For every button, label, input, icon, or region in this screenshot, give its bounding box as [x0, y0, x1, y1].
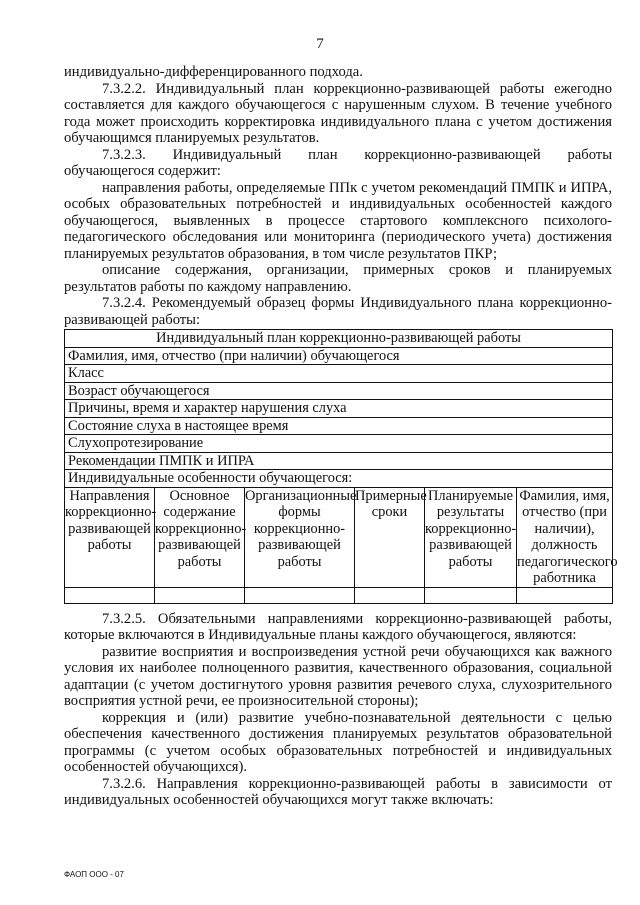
- empty-cell: [355, 587, 425, 603]
- column-header: Планируемые результаты коррекционно-развивающей работы: [425, 487, 517, 587]
- empty-cell: [155, 587, 245, 603]
- empty-cell: [425, 587, 517, 603]
- paragraph: коррекция и (или) развитие учебно-познавательной деятельности с целью обеспечения качественного достижения планируемых результатов образовательной программы (с учетом особых образовательных потребностей и индивидуальных особенностей обучающихся).: [64, 709, 612, 775]
- column-header: Примерные сроки: [355, 487, 425, 587]
- individual-plan-table: [64, 329, 618, 604]
- paragraph: направления работы, определяемые ППк с учетом рекомендаций ПМПК и ИПРА, особых образовательных потребностей и индивидуальных особенностей каждого обучающегося, выявленных в процессе стартового комплексного психолого-педагогического обследования или мониторинга (периодического учета) достижения планируемых результатов образования, в том числе результатов ПКР;: [64, 179, 612, 262]
- paragraph: развитие восприятия и воспроизведения устной речи обучающихся как важного условия их наиболее полноценного развития, качественного образования, социальной адаптации (с учетом достигнутого уровня развития речевого слуха, слухозрительного восприятия устной речи, ее произносительной стороны);: [64, 643, 612, 709]
- table-empty-row: [65, 587, 613, 603]
- paragraph: 7.3.2.6. Направления коррекционно-развивающей работы в зависимости от индивидуальных особенностей обучающихся могут также включать:: [64, 775, 612, 808]
- column-header: Направления коррекционно-развивающей работы: [65, 487, 155, 587]
- table-row: Возраст обучающегося: [65, 382, 613, 400]
- paragraph: 7.3.2.4. Рекомендуемый образец формы Индивидуального плана коррекционно-развивающей работы:: [64, 295, 612, 328]
- empty-cell: [517, 587, 613, 603]
- empty-cell: [245, 587, 355, 603]
- paragraph: описание содержания, организации, примерных сроков и планируемых результатов работы по каждому направлению.: [64, 262, 612, 295]
- document-body: [64, 64, 618, 809]
- paragraph: 7.3.2.5. Обязательными направлениями коррекционно-развивающей работы, которые включаются в Индивидуальные планы каждого обучающегося, являются:: [64, 610, 612, 643]
- page-number: 7: [316, 36, 324, 52]
- column-header: Фамилия, имя, отчество (при наличии), должность педагогического работника: [517, 487, 618, 586]
- paragraph: индивидуально-дифференцированного подхода.: [64, 64, 363, 80]
- empty-cell: [65, 587, 155, 603]
- table-row: Фамилия, имя, отчество (при наличии) обучающегося: [65, 347, 613, 365]
- table-row: Причины, время и характер нарушения слуха: [65, 400, 613, 418]
- table-row: Индивидуальные особенности обучающегося:: [65, 470, 613, 488]
- table-row: Рекомендации ПМПК и ИПРА: [65, 452, 613, 470]
- table-row: Класс: [65, 365, 613, 383]
- table-row: Слухопротезирование: [65, 435, 613, 453]
- paragraph: 7.3.2.2. Индивидуальный план коррекционно-развивающей работы ежегодно составляется для каждого обучающегося с нарушенным слухом. В течение учебного года может происходить корректировка индивидуального плана с учетом достижения обучающимся планируемых результатов.: [64, 80, 612, 146]
- table-row: Состояние слуха в настоящее время: [65, 417, 613, 435]
- column-header: Организационные формы коррекционно-развивающей работы: [245, 487, 355, 587]
- footer-code: ФАОП ООО - 07: [64, 870, 124, 879]
- paragraph: 7.3.2.3. Индивидуальный план коррекционно-развивающей работы обучающегося содержит:: [64, 146, 612, 179]
- table-title: Индивидуальный план коррекционно-развивающей работы: [65, 330, 613, 348]
- column-header: Основное содержание коррекционно-развивающей работы: [155, 487, 245, 587]
